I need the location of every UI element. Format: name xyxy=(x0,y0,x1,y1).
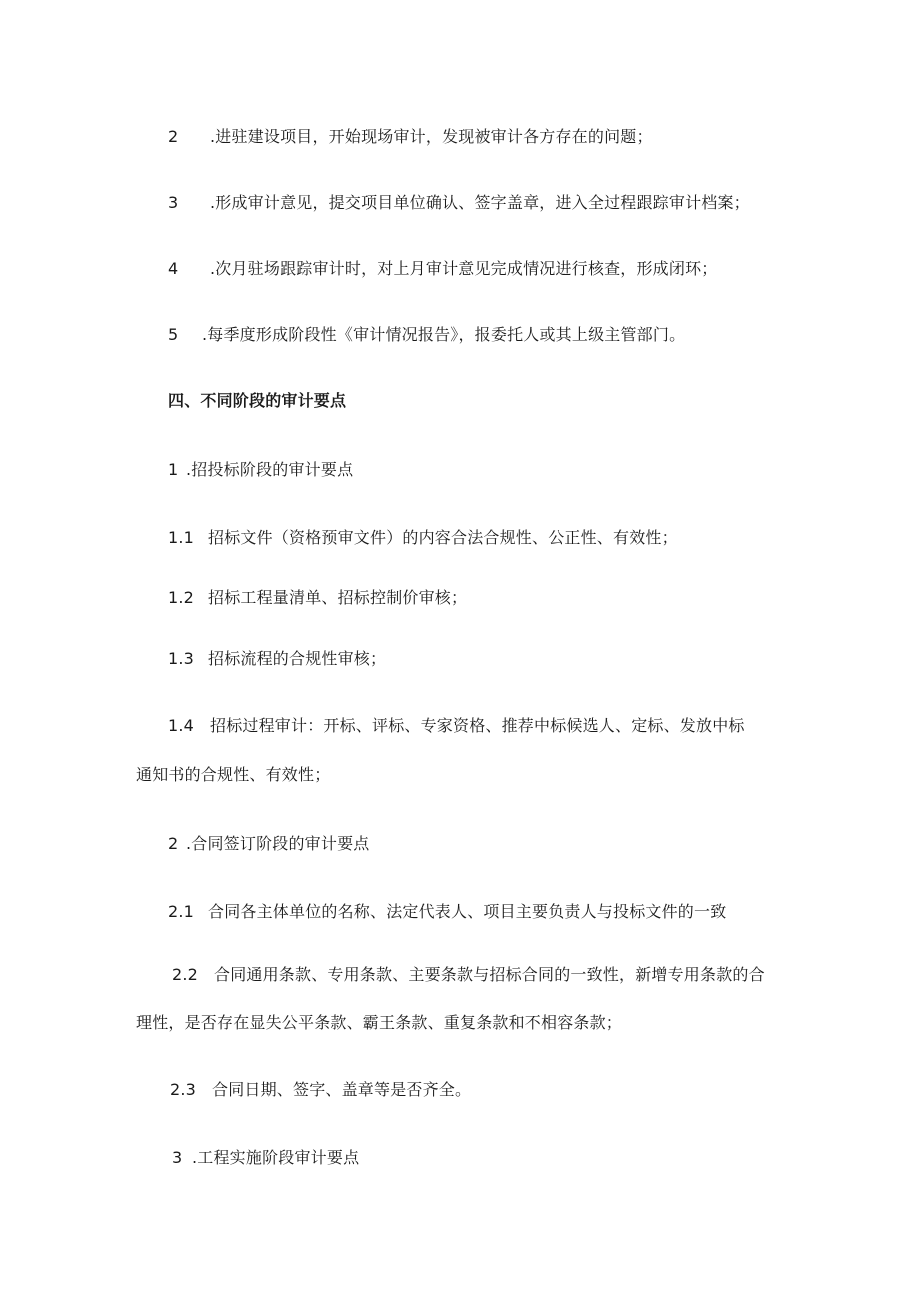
step-text: .进驻建设项目，开始现场审计，发现被审计各方存在的问题； xyxy=(210,127,653,146)
item-text: 招标过程审计：开标、评标、专家资格、推荐中标候选人、定标、发放中标 xyxy=(210,716,745,735)
item-text: 合同日期、签字、盖章等是否齐全。 xyxy=(212,1080,472,1099)
stage-2-heading xyxy=(168,833,370,855)
step-text: .形成审计意见，提交项目单位确认、签字盖章，进入全过程跟踪审计档案； xyxy=(210,193,750,212)
item-number: 1.3 xyxy=(168,649,195,668)
step-number: 2 xyxy=(168,127,179,146)
item-number: 2.3 xyxy=(170,1080,197,1099)
item-number: 2.1 xyxy=(168,902,195,921)
step-item-3 xyxy=(168,192,750,214)
stage-2-item-2-continuation: 理性，是否存在显失公平条款、霸王条款、重复条款和不相容条款； xyxy=(136,1013,623,1032)
item-number: 1.1 xyxy=(168,528,195,547)
stage-title: .招投标阶段的审计要点 xyxy=(186,460,354,479)
item-number: 1.4 xyxy=(168,716,195,735)
step-number: 3 xyxy=(168,193,179,212)
step-item-2 xyxy=(168,126,653,148)
stage-1-item-3 xyxy=(168,648,386,670)
item-text: 招标工程量清单、招标控制价审核； xyxy=(208,588,468,607)
item-text: 合同通用条款、专用条款、主要条款与招标合同的一致性，新增专用条款的合 xyxy=(214,965,765,984)
step-text: .每季度形成阶段性《审计情况报告》，报委托人或其上级主管部门。 xyxy=(202,325,686,344)
stage-title: .工程实施阶段审计要点 xyxy=(192,1148,360,1167)
stage-2-item-2 xyxy=(172,964,765,986)
step-text: .次月驻场跟踪审计时，对上月审计意见完成情况进行核查，形成闭环； xyxy=(210,259,718,278)
stage-1-heading xyxy=(168,459,353,481)
item-number: 2.2 xyxy=(172,965,199,984)
stage-title: .合同签订阶段的审计要点 xyxy=(186,834,370,853)
stage-1-item-1 xyxy=(168,527,678,549)
stage-1-item-2 xyxy=(168,587,467,609)
stage-1-item-4-continuation: 通知书的合规性、有效性； xyxy=(136,765,331,784)
stage-number: 2 xyxy=(168,834,179,853)
stage-number: 1 xyxy=(168,460,179,479)
stage-number: 3 xyxy=(172,1148,183,1167)
item-number: 1.2 xyxy=(168,588,195,607)
item-text: 招标文件（资格预审文件）的内容合法合规性、公正性、有效性； xyxy=(208,528,678,547)
step-item-5 xyxy=(168,324,685,346)
step-item-4 xyxy=(168,258,718,280)
stage-2-item-3 xyxy=(170,1079,471,1101)
stage-2-item-1 xyxy=(168,901,726,923)
item-text: 合同各主体单位的名称、法定代表人、项目主要负责人与投标文件的一致 xyxy=(208,902,727,921)
stage-1-item-4 xyxy=(168,715,745,737)
stage-3-heading xyxy=(172,1147,359,1169)
step-number: 5 xyxy=(168,325,179,344)
item-text: 招标流程的合规性审核； xyxy=(208,649,387,668)
section-heading: 四、不同阶段的审计要点 xyxy=(168,391,347,410)
step-number: 4 xyxy=(168,259,179,278)
